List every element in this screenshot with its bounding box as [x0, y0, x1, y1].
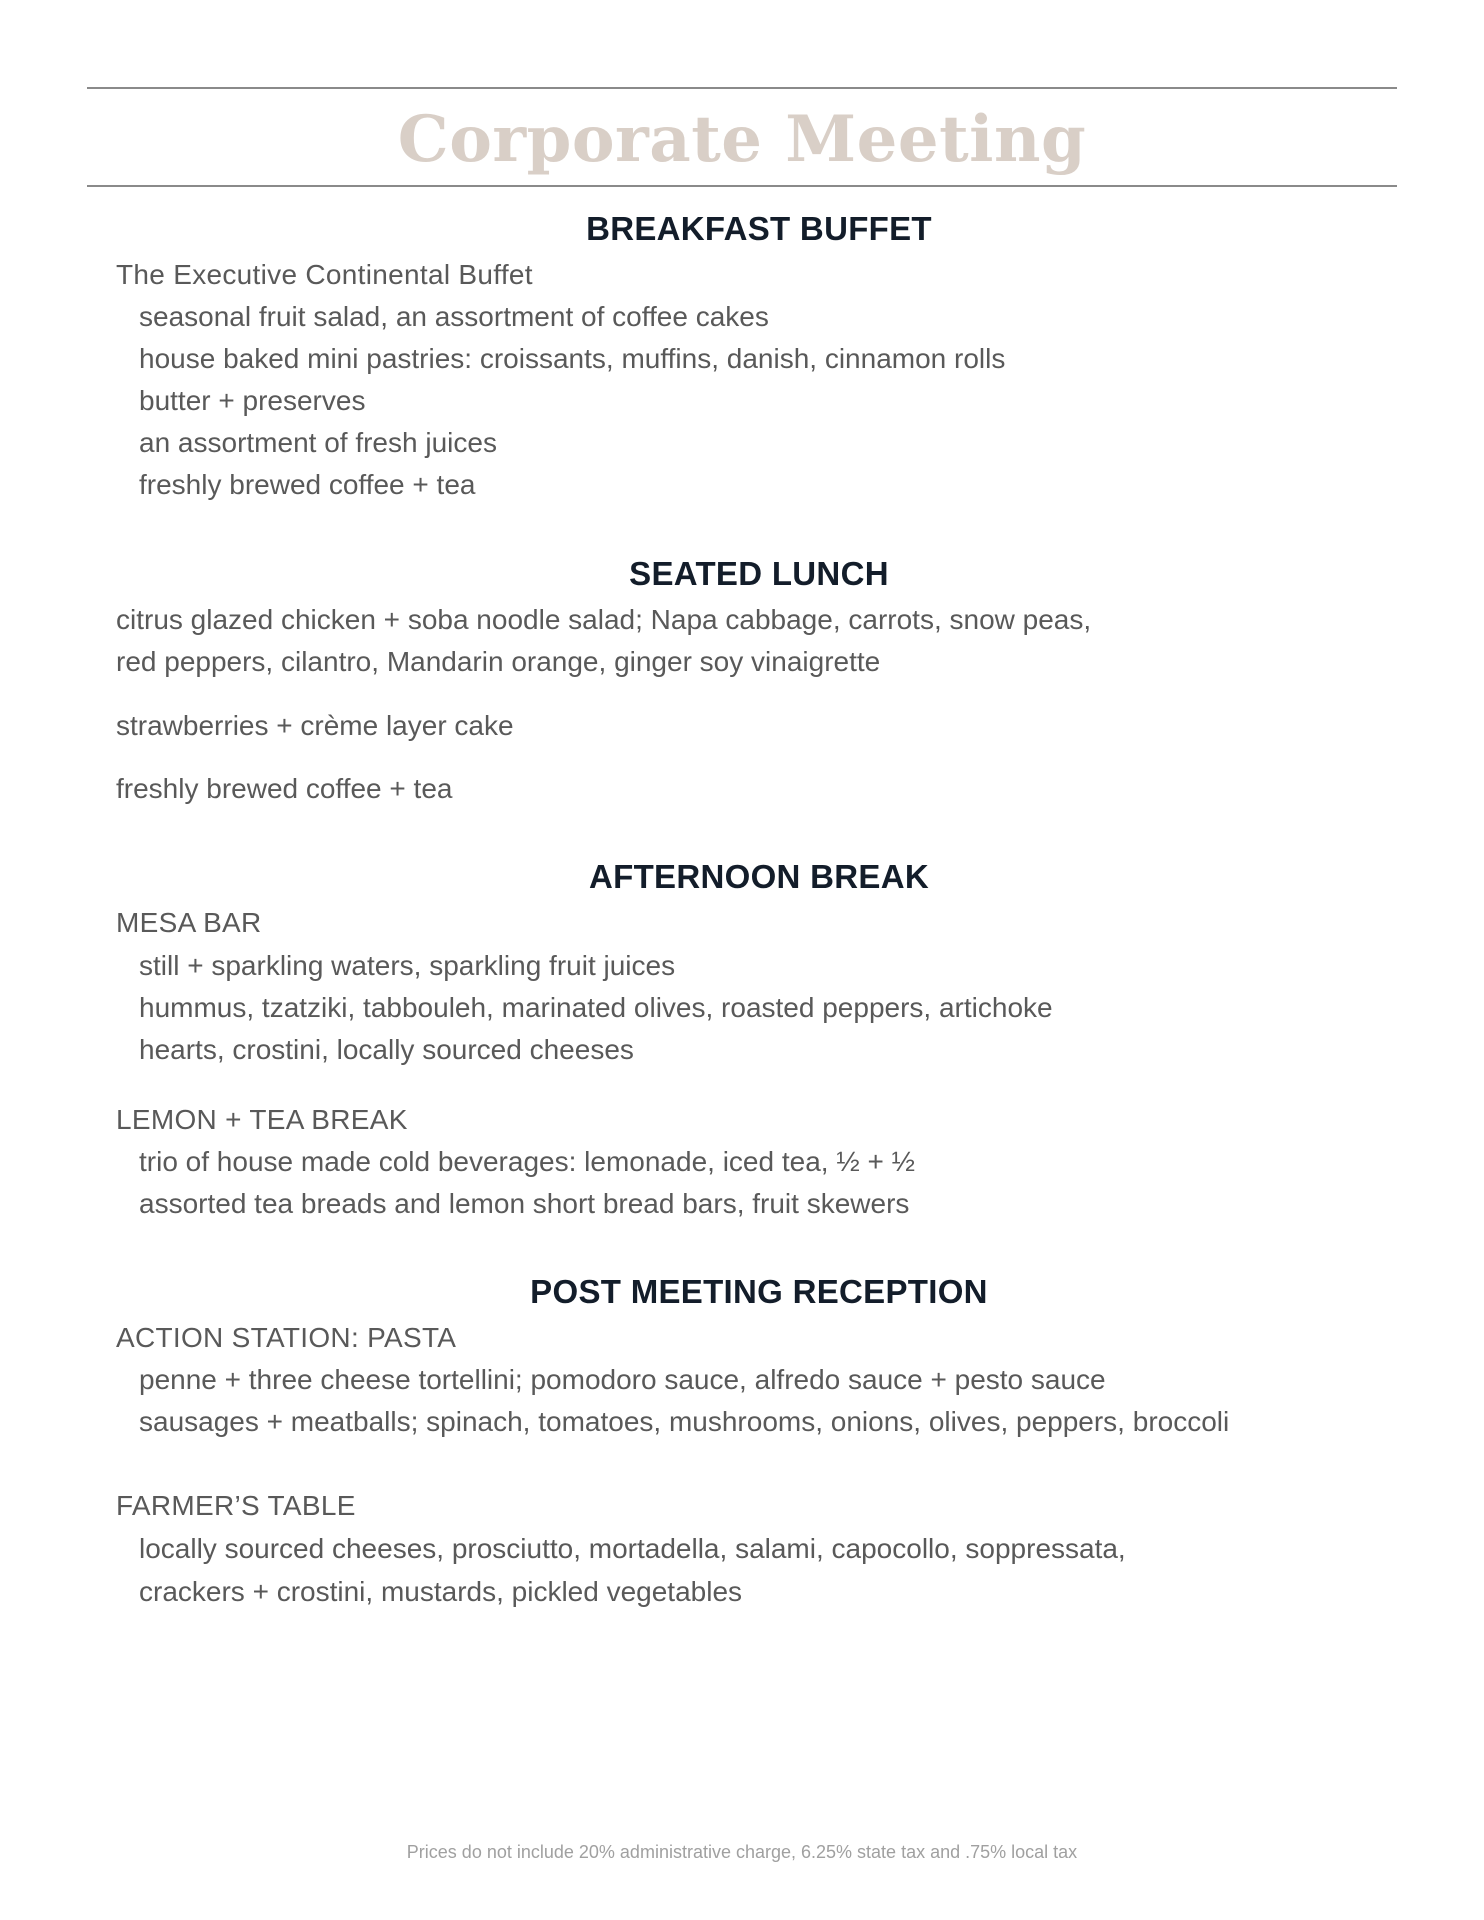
- mesa-bar-item: hummus, tzatziki, tabbouleh, marinated olives, roasted peppers, artichoke: [139, 992, 1053, 1023]
- lunch-dessert: strawberries + crème layer cake: [116, 710, 514, 741]
- breakfast-subtitle: The Executive Continental Buffet: [116, 259, 533, 290]
- farmers-table-item: crackers + crostini, mustards, pickled vegetables: [139, 1576, 743, 1607]
- pasta-station-title: ACTION STATION: PASTA: [116, 1322, 457, 1353]
- farmers-table-item: locally sourced cheeses, prosciutto, mortadella, salami, capocollo, soppressata,: [139, 1533, 1126, 1564]
- lemon-tea-title: LEMON + TEA BREAK: [116, 1104, 408, 1135]
- pasta-station-item: penne + three cheese tortellini; pomodoro sauce, alfredo sauce + pesto sauce: [139, 1364, 1106, 1395]
- lemon-tea-item: assorted tea breads and lemon short bread bars, fruit skewers: [139, 1188, 910, 1219]
- breakfast-item: seasonal fruit salad, an assortment of coffee cakes: [139, 301, 769, 332]
- lunch-line: citrus glazed chicken + soba noodle salad; Napa cabbage, carrots, snow peas,: [116, 604, 1092, 635]
- breakfast-item: butter + preserves: [139, 385, 366, 416]
- title-top-divider: [87, 87, 1397, 89]
- title-bottom-divider: [87, 185, 1397, 187]
- breakfast-item: house baked mini pastries: croissants, muffins, danish, cinnamon rolls: [139, 343, 1006, 374]
- mesa-bar-item: hearts, crostini, locally sourced cheeses: [139, 1034, 634, 1065]
- lemon-tea-item: trio of house made cold beverages: lemonade, iced tea, ½ + ½: [139, 1146, 915, 1177]
- lunch-line: red peppers, cilantro, Mandarin orange, ginger soy vinaigrette: [116, 646, 881, 677]
- afternoon-heading: AFTERNOON BREAK: [589, 858, 929, 895]
- breakfast-item: freshly brewed coffee + tea: [139, 469, 476, 500]
- farmers-table-title: FARMER’S TABLE: [116, 1490, 356, 1521]
- pasta-station-item: sausages + meatballs; spinach, tomatoes, mushrooms, onions, olives, peppers, broccoli: [139, 1406, 1230, 1437]
- reception-heading: POST MEETING RECEPTION: [530, 1273, 988, 1310]
- breakfast-item: an assortment of fresh juices: [139, 427, 497, 458]
- lunch-beverage: freshly brewed coffee + tea: [116, 773, 453, 804]
- lunch-heading: SEATED LUNCH: [629, 555, 889, 592]
- mesa-bar-title: MESA BAR: [116, 907, 262, 938]
- page-title: Corporate Meeting: [397, 102, 1087, 177]
- mesa-bar-item: still + sparkling waters, sparkling fruit juices: [139, 950, 676, 981]
- breakfast-heading: BREAKFAST BUFFET: [586, 210, 932, 247]
- pricing-disclaimer: Prices do not include 20% administrative charge, 6.25% state tax and .75% local tax: [406, 1842, 1078, 1862]
